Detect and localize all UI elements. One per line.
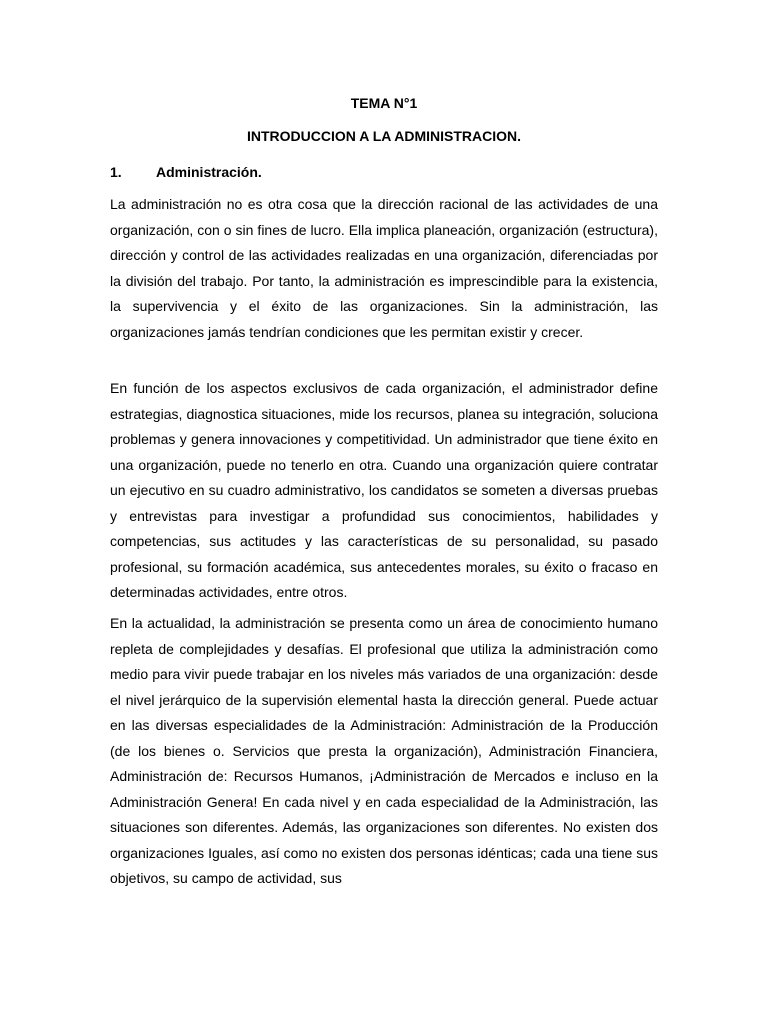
paragraph-3: En la actualidad, la administración se presenta como un área de conocimiento humano repleta de complejidades y desafías. El profesional que utiliza la administración como medio para vivir puede trabajar en los niveles más variados de una organización: desde el nivel jerárquico de la supervisión elemental hasta la dirección general. Puede actuar en las diversas especialidades de la Administración: Administración de la Producción (de los bienes o. Servicios que presta la organización), Administración Financiera, Administración de: Recursos Humanos, ¡Administración de Mercados e incluso en la Administración Genera! En cada nivel y en cada especialidad de la Administración, las situaciones son diferentes. Además, las organizaciones son diferentes. No existen dos organizaciones Iguales, así como no existen dos personas idénticas; cada una tiene sus objetivos, su campo de actividad, sus: [110, 615, 658, 886]
document-title: TEMA N°1: [350, 95, 418, 111]
section-title: Administración.: [156, 164, 262, 180]
document-subtitle: INTRODUCCION A LA ADMINISTRACION.: [246, 128, 522, 144]
paragraph-1: La administración no es otra cosa que la dirección racional de las actividades de una organización, con o sin fines de lucro. Ella implica planeación, organización (estructura), dirección y control de las actividades realizadas en una organización, diferenciadas por la división del trabajo. Por tanto, la administración es imprescindible para la existencia, la supervivencia y el éxito de las organizaciones. Sin la administración, las organizaciones jamás tendrían condiciones que les permitan existir y crecer.: [110, 196, 658, 340]
section-heading: [110, 163, 262, 181]
paragraph-2: En función de los aspectos exclusivos de cada organización, el administrador define estrategias, diagnostica situaciones, mide los recursos, planea su integración, soluciona problemas y genera innovaciones y competitividad. Un administrador que tiene éxito en una organización, puede no tenerlo en otra. Cuando una organización quiere contratar un ejecutivo en su cuadro administrativo, los candidatos se someten a diversas pruebas y entrevistas para investigar a profundidad sus conocimientos, habilidades y competencias, sus actitudes y las características de su personalidad, su pasado profesional, su formación académica, sus antecedentes morales, su éxito o fracaso en determinadas actividades, entre otros.: [110, 380, 658, 600]
section-number: 1.: [110, 164, 122, 180]
